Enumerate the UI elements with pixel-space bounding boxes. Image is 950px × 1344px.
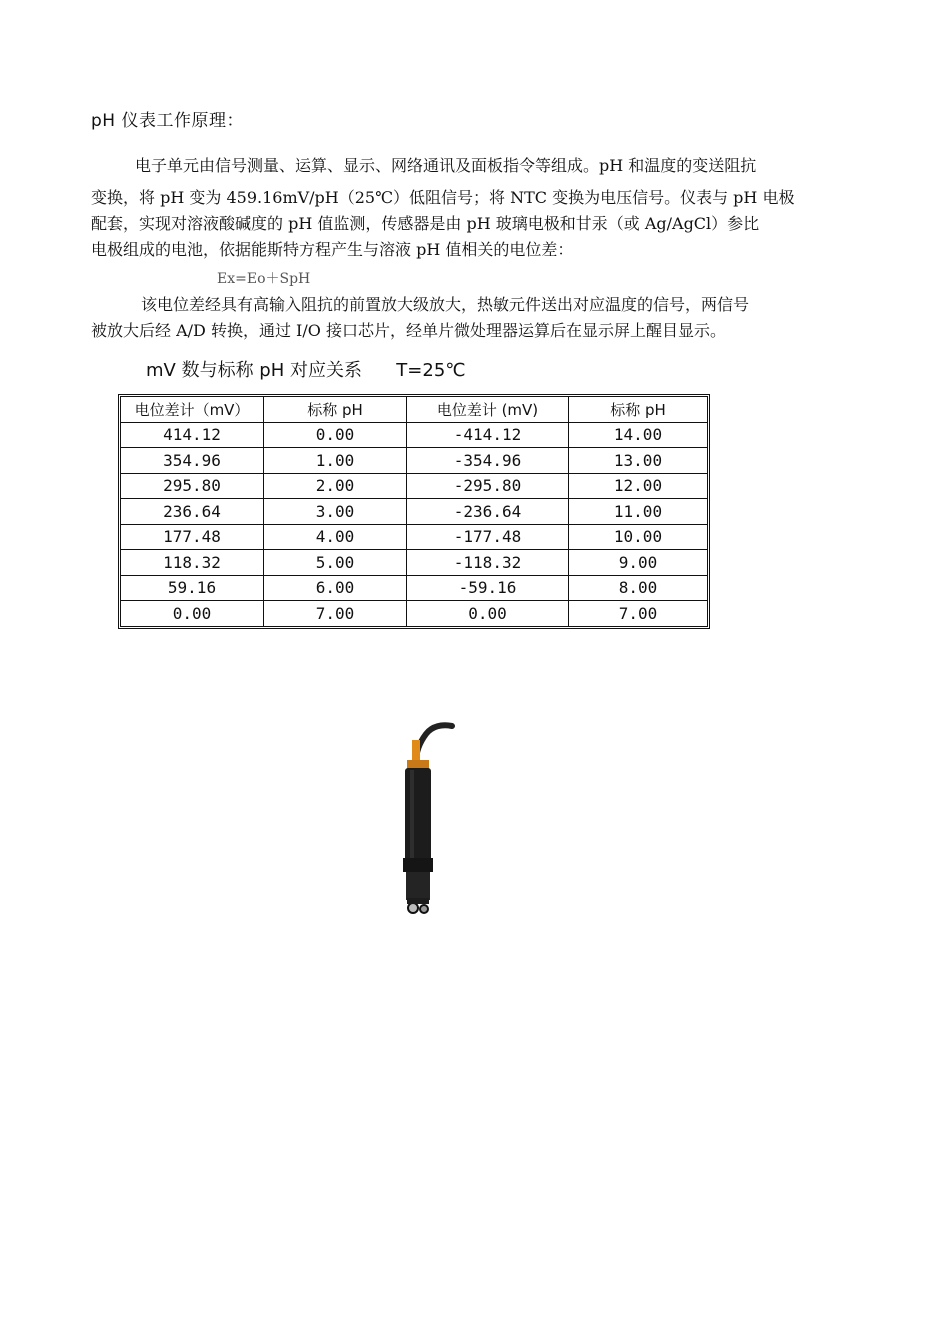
paragraph-line: 该电位差经具有高输入阻抗的前置放大级放大，热敏元件送出对应温度的信号，两信号 [141,295,750,314]
table-row [121,499,708,525]
table-cell: -236.64 [407,499,569,525]
table-cell: 8.00 [569,575,708,601]
header-cell: 标称 pH [264,397,407,423]
probe-body-icon [405,768,431,868]
header-cell: 标称 pH [569,397,708,423]
table-cell: 2.00 [264,473,407,499]
table-cell: 12.00 [569,473,708,499]
mv-ph-table-frame [118,394,710,629]
table-cell: 59.16 [121,575,264,601]
table-cell: 236.64 [121,499,264,525]
table-header-row [121,397,708,423]
glass-bulb-icon [408,903,418,913]
table-cell: -414.12 [407,422,569,448]
principle-paragraph [91,153,861,263]
table-cell: 6.00 [264,575,407,601]
table-cell: 7.00 [569,601,708,627]
table-cell: 354.96 [121,448,264,474]
table-row [121,473,708,499]
paragraph-line: 配套，实现对溶液酸碱度的 pH 值监测，传感器是由 pH 玻璃电极和甘汞（或 Ag/AgCl）参比 [91,214,760,233]
paragraph-line: 变换，将 pH 变为 459.16mV/pH（25℃）低阻信号；将 NTC 变换为电压信号。仪表与 pH 电极 [91,188,795,207]
table-row [121,448,708,474]
reference-junction-icon [420,905,428,913]
table-cell: 9.00 [569,550,708,576]
mv-ph-table [120,396,708,627]
amplification-paragraph [91,292,861,344]
probe-thread-icon [403,858,433,872]
table-cell: 177.48 [121,524,264,550]
table-cell: 10.00 [569,524,708,550]
cable-black-icon [416,725,452,762]
table-cell: 414.12 [121,422,264,448]
page-heading: pH 仪表工作原理： [91,111,244,131]
table-cell: 11.00 [569,499,708,525]
table-cell: 0.00 [121,601,264,627]
table-cell: -118.32 [407,550,569,576]
table-cell: 5.00 [264,550,407,576]
table-cell: 13.00 [569,448,708,474]
probe-lower-body-icon [406,872,430,900]
probe-highlight-icon [410,770,414,866]
nernst-formula: Ex=Eo＋SpH [217,271,311,287]
table-cell: 0.00 [264,422,407,448]
table-title: mV 数与标称 pH 对应关系 T=25℃ [146,360,466,381]
table-cell: 3.00 [264,499,407,525]
paragraph-line: 电极组成的电池，依据能斯特方程产生与溶液 pH 值相关的电位差： [91,240,574,259]
table-cell: 0.00 [407,601,569,627]
table-cell: 118.32 [121,550,264,576]
table-cell: 295.80 [121,473,264,499]
probe-guard-icon [407,898,429,904]
paragraph-line: 被放大后经 A/D 转换，通过 I/O 接口芯片，经单片微处理器运算后在显示屏上醒目显示。 [91,321,726,340]
table-row [121,524,708,550]
table-cell: 7.00 [264,601,407,627]
table-row [121,550,708,576]
table-cell: -177.48 [407,524,569,550]
table-row [121,422,708,448]
paragraph-line: 电子单元由信号测量、运算、显示、网络通讯及面板指令等组成。pH 和温度的变送阻抗 [135,156,757,175]
table-body [121,422,708,626]
ph-electrode-image [380,718,490,928]
table-cell: 14.00 [569,422,708,448]
table-row [121,601,708,627]
table-cell: 4.00 [264,524,407,550]
table-cell: 1.00 [264,448,407,474]
table-cell: -354.96 [407,448,569,474]
table-row [121,575,708,601]
header-cell: 电位差计（mV） [121,397,264,423]
header-cell: 电位差计 (mV) [407,397,569,423]
table-cell: -59.16 [407,575,569,601]
table-cell: -295.80 [407,473,569,499]
